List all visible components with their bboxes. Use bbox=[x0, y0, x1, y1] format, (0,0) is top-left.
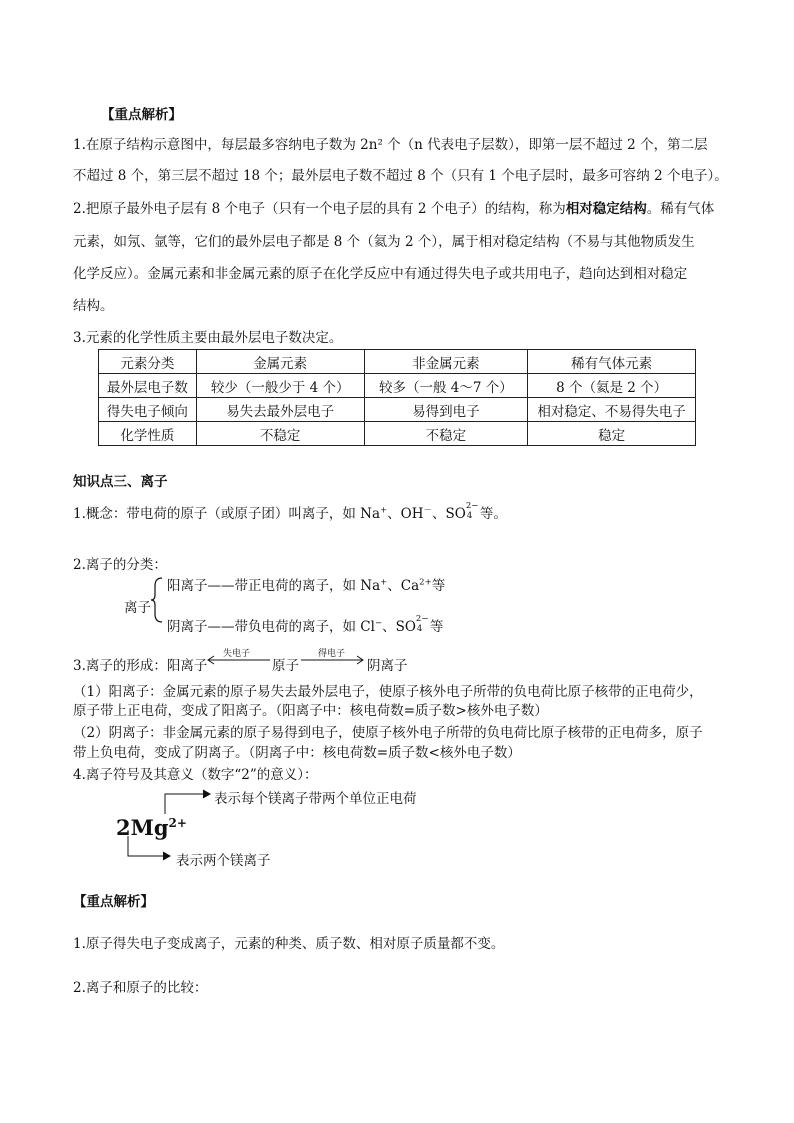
charge-meaning-note: 表示每个镁离子带两个单位正电荷 bbox=[214, 791, 417, 807]
table-cell: 不稳定 bbox=[364, 422, 528, 446]
key-point-1: 1.原子得失电子变成离子，元素的种类、质子数、相对原子质量都不变。 bbox=[73, 936, 505, 952]
key-point-2: 2.离子和原子的比较： bbox=[73, 980, 208, 996]
section-heading-2: 知识点三、离子 bbox=[73, 474, 168, 490]
atom-label: 原子 bbox=[272, 658, 299, 674]
left-brace-icon bbox=[150, 576, 164, 624]
paragraph-2-line-3: 化学反应）。金属元素和非金属元素的原子在化学反应中有通过得失电子或共用电子，趋向达到相对稳定 bbox=[73, 266, 688, 282]
paragraph-3: 3.元素的化学性质主要由最外层电子数决定。 bbox=[73, 330, 343, 346]
table-cell: 易失去最外层电子 bbox=[196, 398, 364, 422]
ion-formula: $2Mg^{2+}$ bbox=[116, 815, 187, 840]
paragraph-1-line-1: 1.在原子结构示意图中，每层最多容纳电子数为 2n² 个（n 代表电子层数），即第一层不超过 2 个，第二层 bbox=[73, 137, 708, 153]
paragraph-2-line-4: 结构。 bbox=[73, 298, 114, 314]
anion-explanation-line-1: （2）阴离子：非金属元素的原子易得到电子，使原子核外电子所带的负电荷比原子核带的正电荷多，原子 bbox=[73, 725, 703, 741]
table-cell: 较多（一般 4～7 个） bbox=[364, 374, 528, 398]
sulfate-charge: 2− 4 bbox=[465, 501, 479, 521]
cation-explanation-line-1: （1）阳离子：金属元素的原子易失去最外层电子，使原子核外电子所带的负电荷比原子核带的正电荷少， bbox=[73, 684, 703, 700]
left-arrow-icon bbox=[206, 655, 272, 665]
lose-electron-label: 失电子 bbox=[223, 649, 251, 659]
table-cell: 相对稳定、不易得失电子 bbox=[528, 398, 696, 422]
ion-label: 离子 bbox=[124, 600, 151, 616]
table-row bbox=[99, 350, 696, 374]
classification-title: 2.离子的分类： bbox=[73, 557, 167, 573]
table-cell: 得失电子倾向 bbox=[99, 398, 197, 422]
paragraph-1-line-2: 不超过 8 个，第三层不超过 18 个；最外层电子数不超过 8 个（只有 1 个电子层时，最多可容纳 2 个电子）。 bbox=[73, 168, 728, 184]
formation-prefix: 3.离子的形成：阳离子 bbox=[73, 658, 208, 674]
cation-definition: 阳离子——带正电荷的离子，如 Na+、$Ca^{2+}$等 bbox=[167, 577, 446, 594]
table-cell: 8 个（氦是 2 个） bbox=[528, 374, 696, 398]
table-cell: 易得到电子 bbox=[364, 398, 528, 422]
ion-symbol-title: 4.离子符号及其意义（数字“2”的意义）： bbox=[73, 767, 318, 783]
table-cell: 非金属元素 bbox=[364, 350, 528, 374]
table-row bbox=[99, 422, 696, 446]
cation-explanation-line-2: 原子带上正电荷，变成了阳离子。（阳离子中：核电荷数=质子数>核外电子数） bbox=[73, 703, 548, 719]
section-heading-3: 【重点解析】 bbox=[73, 894, 154, 910]
table-row bbox=[99, 374, 696, 398]
table-cell: 稳定 bbox=[528, 422, 696, 446]
section-heading-1: 【重点解析】 bbox=[101, 107, 182, 123]
anion-explanation-line-2: 带上负电荷，变成了阴离子。（阴离子中：核电荷数=质子数<核外电子数） bbox=[73, 745, 521, 761]
anion-word: 阴离子 bbox=[367, 658, 408, 674]
table-cell: 稀有气体元素 bbox=[528, 350, 696, 374]
right-arrow-icon bbox=[300, 655, 366, 665]
element-comparison-table bbox=[98, 349, 696, 446]
table-cell: 最外层电子数 bbox=[99, 374, 197, 398]
stable-structure-term: 相对稳定结构 bbox=[565, 201, 647, 217]
ion-concept: 1.概念：带电荷的原子（或原子团）叫离子，如 Na+、OH－、SO 2− 4 等。 bbox=[73, 501, 507, 522]
gain-electron-label: 得电子 bbox=[318, 649, 346, 659]
table-cell: 元素分类 bbox=[99, 350, 197, 374]
table-cell: 化学性质 bbox=[99, 422, 197, 446]
table-cell: 金属元素 bbox=[196, 350, 364, 374]
table-cell: 不稳定 bbox=[196, 422, 364, 446]
table-cell: 较少（一般少于 4 个） bbox=[196, 374, 364, 398]
sulfate-charge: 2− 4 bbox=[415, 614, 429, 634]
table-row bbox=[99, 398, 696, 422]
paragraph-2-line-1: 2.把原子最外电子层有 8 个电子（只有一个电子层的具有 2 个电子）的结构，称为相对稳定结构。稀有气体 bbox=[73, 201, 715, 217]
anion-definition: 阴离子——带负电荷的离子，如 Cl−、SO 2− 4 等 bbox=[167, 614, 444, 635]
paragraph-2-line-2: 元素，如氖、氩等，它们的最外层电子都是 8 个（氦为 2 个），属于相对稳定结构（不易与其他物质发生 bbox=[73, 234, 695, 250]
coefficient-meaning-note: 表示两个镁离子 bbox=[176, 853, 271, 869]
